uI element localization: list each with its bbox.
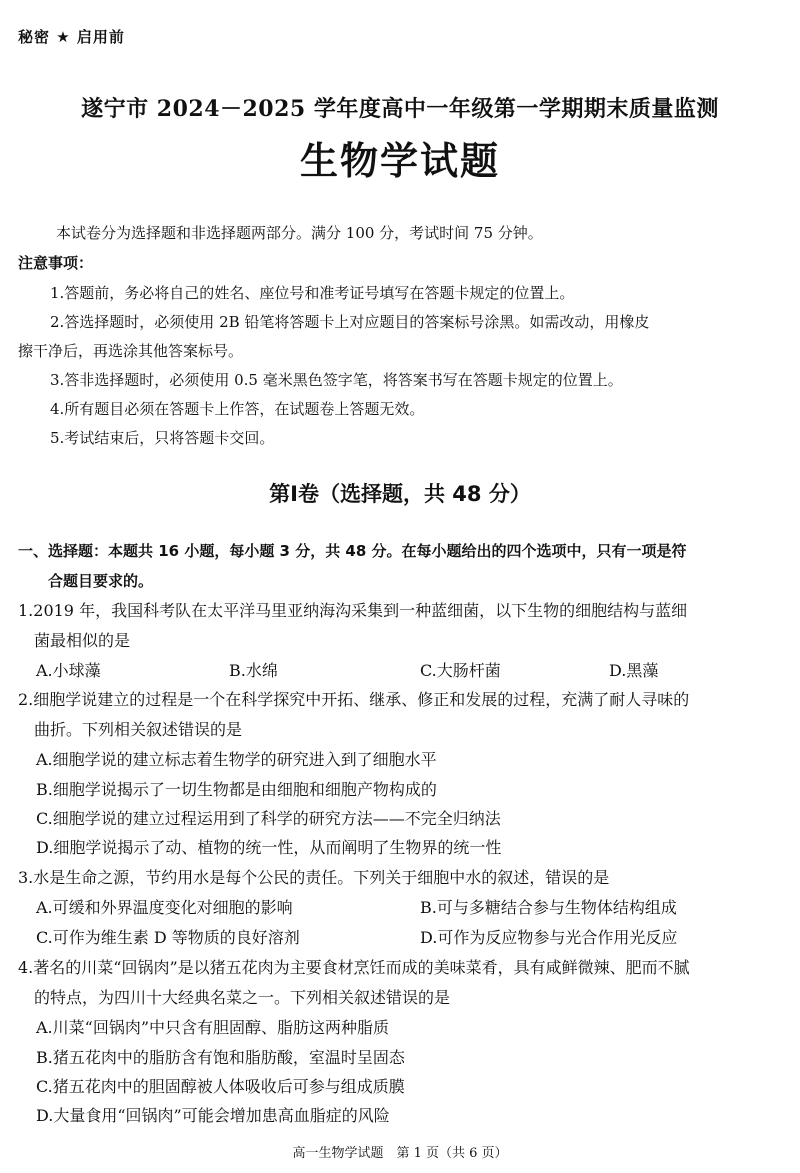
question-stem: 2.细胞学说建立的过程是一个在科学探究中开拓、继承、修正和发展的过程，充满了耐人寻味的 — [18, 690, 690, 709]
question-stem: 菌最相似的是 — [34, 631, 131, 650]
option: C.可作为维生素 D 等物质的良好溶剂 — [36, 928, 300, 947]
option: C.猪五花肉中的胆固醇被人体吸收后可参与组成质膜 — [36, 1077, 405, 1096]
option: D.大量食用“回锅肉”可能会增加患高血脂症的风险 — [36, 1106, 390, 1125]
notice-item: 5.考试结束后，只将答题卡交回。 — [50, 429, 275, 447]
intro-text: 本试卷分为选择题和非选择题两部分。满分 100 分，考试时间 75 分钟。 — [56, 224, 543, 242]
section-title: 第Ⅰ卷（选择题，共 48 分） — [269, 482, 531, 506]
question-stem: 曲折。下列相关叙述错误的是 — [34, 720, 243, 739]
option: A.川菜“回锅肉”中只含有胆固醇、脂肪这两种脂质 — [36, 1018, 390, 1037]
option: B.水绵 — [229, 661, 278, 680]
notice-heading: 注意事项： — [18, 254, 94, 272]
option: B.猪五花肉中的脂肪含有饱和脂肪酸，室温时呈固态 — [36, 1048, 405, 1067]
option: B.可与多糖结合参与生物体结构组成 — [420, 898, 677, 917]
notice-item: 3.答非选择题时，必须使用 0.5 毫米黑色签字笔，将答案书写在答题卡规定的位置上。 — [50, 371, 623, 389]
option: A.小球藻 — [36, 661, 101, 680]
question-stem: 3.水是生命之源，节约用水是每个公民的责任。下列关于细胞中水的叙述，错误的是 — [18, 868, 610, 887]
question-stem: 4.著名的川菜“回锅肉”是以猪五花肉为主要食材烹饪而成的美味菜肴，具有咸鲜微辣、肥而不腻 — [18, 958, 690, 977]
option: D.细胞学说揭示了动、植物的统一性，从而阐明了生物界的统一性 — [36, 838, 502, 857]
option: A.细胞学说的建立标志着生物学的研究进入到了细胞水平 — [36, 750, 437, 769]
part-one-instruction: 合题目要求的。 — [48, 572, 154, 590]
notice-item: 1.答题前，务必将自己的姓名、座位号和准考证号填写在答题卡规定的位置上。 — [50, 284, 575, 302]
option: D.可作为反应物参与光合作用光反应 — [420, 928, 678, 947]
option: D.黑藻 — [609, 661, 659, 680]
question-stem: 1.2019 年，我国科考队在太平洋马里亚纳海沟采集到一种蓝细菌，以下生物的细胞结构与蓝细 — [18, 601, 688, 620]
question-stem: 的特点，为四川十大经典名菜之一。下列相关叙述错误的是 — [34, 988, 451, 1007]
option: B.细胞学说揭示了一切生物都是由细胞和细胞产物构成的 — [36, 780, 437, 799]
notice-item: 2.答选择题时，必须使用 2B 铅笔将答题卡上对应题目的答案标号涂黑。如需改动，用橡皮 — [50, 313, 650, 331]
notice-item: 擦干净后，再选涂其他答案标号。 — [18, 342, 244, 360]
page-footer: 高一生物学试题 第 1 页（共 6 页） — [292, 1146, 508, 1161]
part-one-instruction: 一、选择题：本题共 16 小题，每小题 3 分，共 48 分。在每小题给出的四个选项中，只有一项是符 — [18, 542, 687, 560]
option: C.细胞学说的建立过程运用到了科学的研究方法——不完全归纳法 — [36, 809, 501, 828]
option: A.可缓和外界温度变化对细胞的影响 — [36, 898, 293, 917]
exam-title: 遂宁市 2024－2025 学年度高中一年级第一学期期末质量监测 — [81, 96, 719, 122]
secret-label: 秘密 ★ 启用前 — [18, 28, 125, 46]
notice-item: 4.所有题目必须在答题卡上作答，在试题卷上答题无效。 — [50, 400, 425, 418]
option: C.大肠杆菌 — [420, 661, 501, 680]
subject-title: 生物学试题 — [299, 139, 500, 183]
